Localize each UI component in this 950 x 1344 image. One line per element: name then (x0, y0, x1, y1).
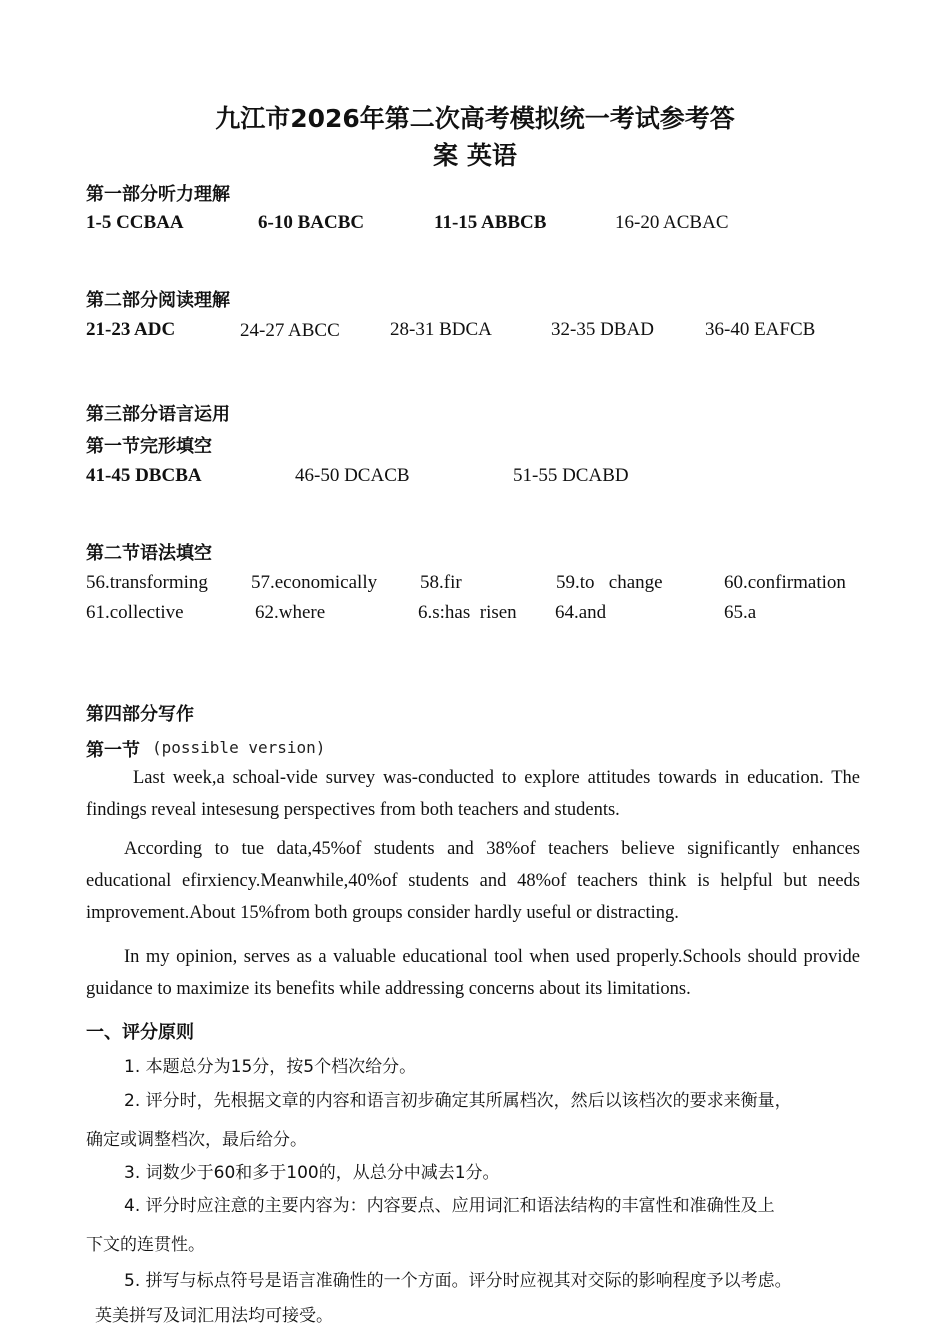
possible-version-note: (possible version) (152, 738, 326, 757)
part3-heading: 第三部分语言运用 (86, 404, 230, 425)
grammar-answer: 62.where (255, 602, 326, 623)
answer-group: 36-40 EAFCB (705, 319, 816, 340)
answer-group: 11-15 ABBCB (434, 212, 547, 233)
grammar-answer: 65.a (724, 602, 757, 623)
scoring-item: 英美拼写及词汇用法均可接受。 (95, 1306, 333, 1326)
answer-group: 21-23 ADC (86, 319, 176, 340)
answer-group: 6-10 BACBC (258, 212, 365, 233)
grammar-answer: 57.economically (251, 572, 378, 593)
answer-group: 24-27 ABCC (240, 320, 340, 341)
part4-heading: 第四部分写作 (86, 704, 194, 725)
part4-section1-label: 第一节 (86, 740, 140, 761)
scoring-item: 1. 本题总分为15分，按5个档次给分。 (124, 1057, 417, 1077)
essay-paragraph: Last week,a schoal-vide survey was-conducted to explore attitudes towards in education. The findings reveal intesesung perspectives from both teachers and students. (86, 768, 860, 820)
grammar-answer: 56.transforming (86, 572, 208, 593)
page-title: 九江市2026年第二次高考模拟统一考试参考答 (215, 104, 735, 133)
essay-paragraph: In my opinion, serves as a valuable educational tool when used properly.Schools should provide guidance to maximize its benefits while addressing concerns about its limitations. (86, 947, 860, 999)
part3-section2-heading: 第二节语法填空 (86, 543, 212, 564)
scoring-item: 5. 拼写与标点符号是语言准确性的一个方面。评分时应视其对交际的影响程度予以考虑。 (124, 1271, 792, 1291)
answer-group: 28-31 BDCA (390, 319, 492, 340)
answer-group: 16-20 ACBAC (615, 212, 729, 233)
essay-paragraph: According to tue data,45%of students and 38%of teachers believe significantly enhances educational efirxiency.Meanwhile,40%of students and 48%of teachers think is helpful but needs improvement.About 15%from both groups consider hardly useful or distracting. (86, 839, 860, 923)
grammar-answer: 64.and (555, 602, 607, 623)
answer-group: 41-45 DBCBA (86, 465, 202, 486)
answer-group: 46-50 DCACB (295, 465, 410, 486)
part1-heading: 第一部分听力理解 (86, 184, 230, 205)
page-subtitle: 案 英语 (433, 141, 517, 170)
answer-group: 1-5 CCBAA (86, 212, 184, 233)
part3-section1-heading: 第一节完形填空 (86, 436, 212, 457)
scoring-item: 下文的连贯性。 (86, 1235, 205, 1255)
scoring-item: 3. 词数少于60和多于100的，从总分中减去1分。 (124, 1163, 500, 1183)
scoring-item: 4. 评分时应注意的主要内容为：内容要点、应用词汇和语法结构的丰富性和准确性及上 (124, 1196, 775, 1216)
grammar-answer: 59.to change (556, 572, 663, 593)
grammar-answer: 6.s:has risen (418, 602, 517, 623)
answer-group: 51-55 DCABD (513, 465, 629, 486)
part2-heading: 第二部分阅读理解 (86, 290, 230, 311)
scoring-item: 2. 评分时，先根据文章的内容和语言初步确定其所属档次，然后以该档次的要求来衡量， (124, 1091, 792, 1111)
answer-group: 32-35 DBAD (551, 319, 654, 340)
scoring-heading: 一、评分原则 (86, 1022, 194, 1043)
grammar-answer: 60.confirmation (724, 572, 846, 593)
scoring-item: 确定或调整档次，最后给分。 (86, 1130, 307, 1150)
grammar-answer: 58.fir (420, 572, 462, 593)
grammar-answer: 61.collective (86, 602, 184, 623)
